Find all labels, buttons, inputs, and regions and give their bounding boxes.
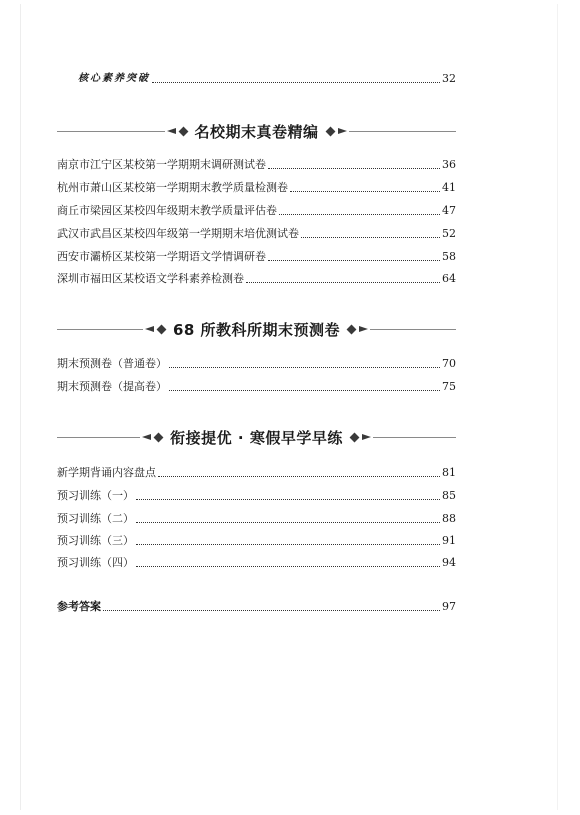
toc-entry-title: 深圳市福田区某校语文学科素养检测卷 <box>57 272 244 285</box>
toc-entry[interactable] <box>57 531 456 549</box>
dot-leader <box>290 190 440 192</box>
toc-entry[interactable] <box>57 269 456 287</box>
toc-entry-title: 预习训练（三） <box>57 534 134 547</box>
dot-leader <box>268 167 440 169</box>
toc-entry-title: 南京市江宁区某校第一学期期末调研测试卷 <box>57 158 266 171</box>
toc-entry-page: 64 <box>442 272 456 285</box>
toc-entry-title: 预习训练（四） <box>57 556 134 569</box>
toc-entry-title: 杭州市萧山区某校第一学期期末教学质量检测卷 <box>57 181 288 194</box>
toc-entry-title: 武汉市武昌区某校四年级第一学期期末培优测试卷 <box>57 227 299 240</box>
dot-leader <box>268 259 440 261</box>
divider-line <box>57 437 140 438</box>
toc-entry-page: 88 <box>442 512 456 525</box>
toc-entry-page: 36 <box>442 158 456 171</box>
dot-leader <box>246 281 440 283</box>
divider-line <box>57 131 165 132</box>
toc-entry[interactable] <box>57 354 456 372</box>
toc-entry[interactable] <box>57 178 456 196</box>
toc-entry-title: 预习训练（一） <box>57 489 134 502</box>
arrow-left-icon <box>142 434 151 440</box>
toc-entry-page: 47 <box>442 204 456 217</box>
toc-entry[interactable] <box>57 509 456 527</box>
toc-entry[interactable] <box>57 224 456 242</box>
arrow-right-icon <box>362 434 371 440</box>
toc-entry-page: 75 <box>442 380 456 393</box>
dot-leader <box>136 565 440 567</box>
toc-entry-page: 81 <box>442 466 456 479</box>
toc-entry[interactable] <box>57 486 456 504</box>
divider-line <box>370 329 456 330</box>
toc-entry-page: 70 <box>442 357 456 370</box>
dot-leader <box>279 213 440 215</box>
dot-leader <box>152 81 440 83</box>
toc-entry-core-literacy[interactable] <box>78 69 456 87</box>
toc-entry-title: 期末预测卷（提高卷） <box>57 380 167 393</box>
section-title: 68 所教科所期末预测卷 <box>172 320 341 339</box>
toc-entry[interactable] <box>57 155 456 173</box>
divider-line <box>57 329 143 330</box>
toc-entry-page: 52 <box>442 227 456 240</box>
toc-entry-page: 58 <box>442 250 456 263</box>
dot-leader <box>169 389 440 391</box>
section-title: 衔接提优 · 寒假早学早练 <box>170 428 343 447</box>
section-heading-2 <box>57 317 456 341</box>
dot-leader <box>136 543 440 545</box>
toc-entry-page: 32 <box>442 72 456 85</box>
arrow-left-icon <box>145 326 154 332</box>
toc-entry[interactable] <box>57 247 456 265</box>
toc-entry-title: 核心素养突破 <box>78 73 150 84</box>
divider-line <box>373 437 456 438</box>
toc-entry-title: 西安市灞桥区某校第一学期语文学情调研卷 <box>57 250 266 263</box>
arrow-right-icon <box>359 326 368 332</box>
toc-entry-answers[interactable] <box>57 597 456 615</box>
toc-entry-page: 85 <box>442 489 456 502</box>
section-heading-1 <box>57 119 456 143</box>
toc-entry[interactable] <box>57 201 456 219</box>
toc-entry[interactable] <box>57 463 456 481</box>
toc-entry-title: 商丘市梁园区某校四年级期末教学质量评估卷 <box>57 204 277 217</box>
toc-entry-page: 91 <box>442 534 456 547</box>
toc-entry-title: 预习训练（二） <box>57 512 134 525</box>
dot-leader <box>136 498 440 500</box>
diamond-icon <box>347 324 357 334</box>
toc-entry-page: 41 <box>442 181 456 194</box>
diamond-icon <box>349 432 359 442</box>
diamond-icon <box>178 126 188 136</box>
toc-entry[interactable] <box>57 553 456 571</box>
toc-entry[interactable] <box>57 377 456 395</box>
toc-entry-page: 94 <box>442 556 456 569</box>
toc-entry-title: 参考答案 <box>57 600 101 613</box>
diamond-icon <box>154 432 164 442</box>
dot-leader <box>136 521 440 523</box>
diamond-icon <box>157 324 167 334</box>
dot-leader <box>158 475 440 477</box>
arrow-left-icon <box>167 128 176 134</box>
dot-leader <box>103 609 440 611</box>
section-title: 名校期末真卷精编 <box>194 122 319 141</box>
diamond-icon <box>325 126 335 136</box>
dot-leader <box>169 366 440 368</box>
dot-leader <box>301 236 440 238</box>
toc-entry-title: 新学期背诵内容盘点 <box>57 466 156 479</box>
arrow-right-icon <box>338 128 347 134</box>
divider-line <box>349 131 457 132</box>
section-heading-3 <box>57 425 456 449</box>
toc-entry-page: 97 <box>442 600 456 613</box>
toc-entry-title: 期末预测卷（普通卷） <box>57 357 167 370</box>
